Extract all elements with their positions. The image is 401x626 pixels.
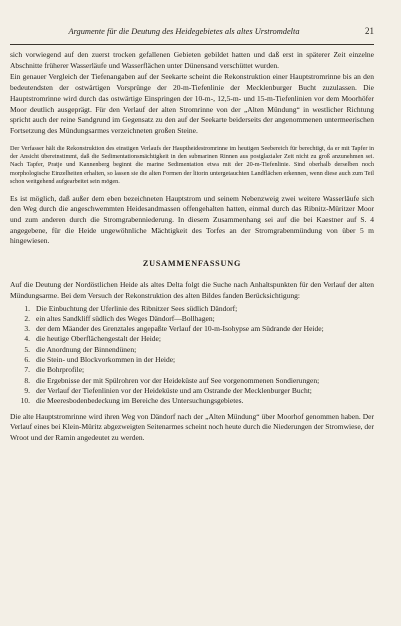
running-title: Argumente für die Deutung des Heidegebietes als altes Urstromdelta xyxy=(68,27,300,36)
list-item xyxy=(10,324,374,334)
paragraph-3: Es ist möglich, daß außer dem eben bezeichneten Hauptstrom und seinem Nebenzweig zwei weitere Wasserläufe sich den Weg durch die angeschwemmten Heidesandmassen offengehalten hatten, einmal durch das Ribnitz-Müritzer Moor und zum anderen durch die Stromgrabenniederung. In diesem Zusammenhang sei auf die bei Kaestner auf S. 4 angegebene, für die Heide ungewöhnliche Mächtigkeit des Torfes an der Stromgrabenmündung von über 5 m hingewiesen. xyxy=(10,193,374,246)
page-header xyxy=(10,26,374,40)
list-text: Die Einbuchtung der Uferlinie des Ribnitzer Sees südlich Dändorf; xyxy=(36,303,238,313)
list-item xyxy=(10,365,374,375)
list-item xyxy=(10,376,374,386)
page-number: 21 xyxy=(365,26,374,36)
list-number: 5. xyxy=(24,344,30,354)
paragraph-2: Ein genauer Vergleich der Tiefenangaben auf der Seekarte scheint die Rekonstruktion einer Hauptstromrinne bis an den bedeutendsten der ostwärtigen Vorsprünge der 20-m-Tiefenlinie der Mecklenburger Bucht zuzulassen. Die Hauptstromrinne wird durch das ostwärtige Einspringen der 10-m-, 12,5-m- und 15-m-Tiefenlinien vor dem Moorhöfer Moor deutlich ausgeprägt. Für den Verlauf der alten Stromrinne von der „Alten Mündung“ in westlicher Richtung spricht auch der reine Sandgrund im Gegensatz zu den auf der Seekarte beiderseits der angenommenen untermeerischen Fortsetzung des Mündungsarmes verzeichneten großen Steine. xyxy=(10,72,374,135)
paragraph-1: sich vorwiegend auf den zuerst trocken gefallenen Gebieten gebildet hatten und daß erst in späterer Zeit einzelne Abschnitte früherer Wasserläufe und Wasserflächen unter Dünensand verschüttet wurden. xyxy=(10,50,374,70)
list-item xyxy=(10,345,374,355)
criteria-list xyxy=(10,304,374,407)
list-number: 3. xyxy=(24,324,30,334)
list-number: 4. xyxy=(24,334,30,344)
list-text: die Bohrprofile; xyxy=(36,365,85,375)
list-item xyxy=(10,396,374,406)
list-text: ein altes Sandkliff südlich des Weges Dändorf—Bollhagen; xyxy=(36,313,215,323)
header-rule xyxy=(10,44,374,45)
list-text: der Verlauf der Tiefenlinien vor der Heideküste und am Ostrande der Mecklenburger Bucht; xyxy=(36,385,312,395)
list-text: die Anordnung der Binnendünen; xyxy=(36,344,137,354)
list-item xyxy=(10,314,374,324)
section-heading: ZUSAMMENFASSUNG xyxy=(142,259,242,269)
list-item xyxy=(10,386,374,396)
footnote: Der Verfasser hält die Rekonstruktion des einstigen Verlaufs der Hauptheidestromrinne im heutigen Seebereich für berechtigt, da er mit Tapfer in der Ansicht übereinstimmt, daß die Sedimentationsmächtigkeit in den submarinen Rinnen aus postglazialer Zeit nicht zu groß anzunehmen sei. Nach Tapfer, Pratje und Kannenberg beginnt die marine Sedimentation etwa mit der 20-m-Tiefenlinie. Sind oberhalb derselben noch morphologische Einzelheiten erhalten, so lassen sie die alten Formen der litorin untergetauchten Landflächen erkennen, wenn diese auch zum Teil schon weitgehend aufgearbeitet sein mögen. xyxy=(10,144,374,186)
list-number: 8. xyxy=(24,375,30,385)
book-page xyxy=(0,26,401,626)
list-text: die heutige Oberflächengestalt der Heide; xyxy=(36,334,161,344)
list-text: die Meeresbodenbedeckung im Bereiche des Untersuchungsgebietes. xyxy=(36,396,244,406)
paragraph-4: Auf die Deutung der Nordöstlichen Heide als altes Delta folgt die Suche nach Anhaltspunkten für den Verlauf der alten Mündungsarme. Bei dem Versuch der Rekonstruktion des alten Bildes fanden Berücksichtigung: xyxy=(10,280,374,300)
list-number: 9. xyxy=(24,385,30,395)
paragraph-5: Die alte Hauptstromrinne wird ihren Weg von Dändorf nach der „Alten Mündung“ über Moorhof genommen haben. Der Verlauf eines bei Klein-Müritz abgezweigten Seitenarmes scheint noch heute durch die Niederungen der Stromwiese, der Wroot und der Ramin angedeutet zu werden. xyxy=(10,411,374,442)
list-text: die Stein- und Blockvorkommen in der Heide; xyxy=(36,355,176,365)
list-number: 6. xyxy=(24,355,30,365)
list-number: 7. xyxy=(24,365,30,375)
list-text: der dem Mäander des Grenztales angepaßte Verlauf der 10-m-Isohypse am Südrande der Heide; xyxy=(36,324,324,334)
list-item xyxy=(10,355,374,365)
list-item xyxy=(10,334,374,344)
list-text: die Ergebnisse der mit Spülrohren vor der Heideküste auf See vorgenommenen Sondierungen; xyxy=(36,375,320,385)
list-number: 1. xyxy=(24,303,30,313)
list-item xyxy=(10,304,374,314)
list-number: 2. xyxy=(24,313,30,323)
list-number: 10. xyxy=(20,396,30,406)
